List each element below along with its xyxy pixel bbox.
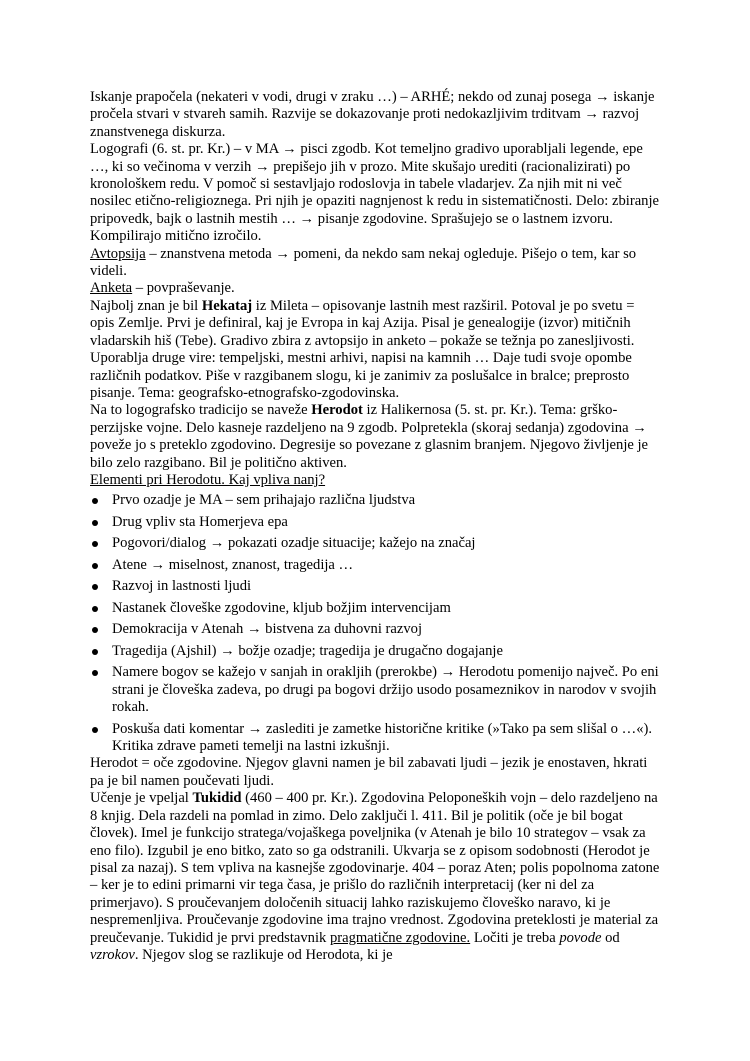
list-item: [90, 600, 662, 617]
list-item-text: Poskuša dati komentar → zaslediti je zametke historične kritike (»Tako pa sem slišal o …«). Kritika zdrave pameti temelji na lastni izkušnji.: [112, 720, 653, 755]
bullet-icon: [92, 541, 98, 547]
paragraph-logografi: Logografi (6. st. pr. Kr.) – v MA → pisci zgodb. Kot temeljno gradivo uporabljali legende, epe …, ki so večinoma v verzih → prepišejo jih v prozo. Mite skušajo urediti (racionalizirati) po kronološkem redu. V pomoč si sestavljajo rodoslovja in tabele vladarjev. Za njih mit ni več nosilec etično-religioznega. Pri njih je opaziti nagnjenost k redu in sistematičnosti. Delo: zbiranje pripovedk, bajk o lastnih mestih … → pisanje zgodovine. Sprašujejo se o lastnem izvoru. Kompilirajo mitično izročilo.: [90, 141, 659, 245]
list-item-text: Atene → miselnost, znanost, tragedija …: [112, 556, 354, 573]
list-item: [90, 621, 662, 638]
list-item-text: Razvoj in lastnosti ljudi: [112, 578, 252, 595]
text-run: Učenje je vpeljal: [90, 790, 193, 807]
list-item-text: Drug vpliv sta Homerjeva epa: [112, 513, 288, 530]
term-anketa: Anketa: [90, 280, 133, 297]
list-item: [90, 721, 662, 756]
definition-avtopsija: – znanstvena metoda → pomeni, da nekdo sam nekaj ogleduje. Pišejo o tem, kar so videli.: [90, 245, 637, 280]
text-run: iz Mileta – opisovanje lastnih mest razširil. Potoval je po svetu = opis Zemlje. Prvi je definiral, kaj je Evropa in kaj Azija. Pisal je genealogije (izvor) mitičnih vladarskih hiš (Tebe). Gradivo zbira z avtopsijo in anketo – pokaže se težnja po zanesljivosti. Uporablja druge vire: tempeljski, mestni arhivi, napisi na kamnih … Daje tudi svoje opombe različnih podatkov. Piše v razgibanem slogu, ki je zanimiv za poslušalce in bralce; preprosto pisanje. Tema: geografsko-etnografsko-zgodovinska.: [90, 297, 635, 401]
herodot-elements-list: [90, 492, 662, 755]
list-item: [90, 643, 662, 660]
term-pragmaticne-zgodovine: pragmatične zgodovine.: [329, 929, 471, 946]
list-item-text: Namere bogov se kažejo v sanjah in orakljih (prerokbe) → Herodotu pomenijo največ. Po eni strani je človeška zadeva, po drugi pa bogovi držijo usodo posameznikov in narodov v svojih rokah.: [112, 664, 659, 716]
term-povode: povode: [559, 929, 602, 946]
list-item: [90, 535, 662, 552]
document-page: [90, 89, 662, 964]
term-avtopsija: Avtopsija: [90, 245, 146, 262]
text-run: . Njegov slog se razlikuje od Herodota, ki je: [134, 946, 393, 963]
bullet-icon: [92, 627, 98, 633]
bullet-icon: [92, 563, 98, 569]
text-run: iz Halikernosa (5. st. pr. Kr.). Tema: grško-perzijske vojne. Delo kasneje razdeljeno na 9 zgodb. Polpretekla (skoraj sedanja) zgodovina → poveže jo s preteklo zgodovino. Degresije so povezane z glasnim branjem. Njegovo življenje je bilo zelo razgibano. Bil je politično aktiven.: [90, 402, 649, 471]
text-run: od: [601, 929, 620, 946]
definition-anketa: – povpraševanje.: [132, 280, 235, 297]
list-item-text: Demokracija v Atenah → bistvena za duhovni razvoj: [112, 621, 423, 638]
list-item-text: Pogovori/dialog → pokazati ozadje situacije; kažejo na značaj: [112, 535, 476, 552]
paragraph-oce-zgodovine: Herodot = oče zgodovine. Njegov glavni namen je bil zabavati ljudi – jezik je enostaven, hkrati pa je bil namen poučevati ljudi.: [90, 755, 648, 789]
bullet-icon: [92, 498, 98, 504]
term-vzrokov: vzrokov: [90, 946, 135, 963]
text-run: Najbolj znan je bil: [90, 297, 202, 314]
list-item: [90, 664, 662, 716]
bullet-icon: [92, 606, 98, 612]
paragraph-arhe: Iskanje prapočela (nekateri v vodi, drugi v zraku …) – ARHÉ; nekdo od zunaj posega → iskanje pročela stvari v stvareh samih. Razvije se dokazovanje proti nedokazljivim trditvam → razvoj znanstvenega diskurza.: [90, 89, 655, 140]
bullet-icon: [92, 584, 98, 590]
list-item: [90, 557, 662, 574]
list-item-text: Tragedija (Ajshil) → božje ozadje; tragedija je drugačno dogajanje: [112, 642, 503, 659]
bullet-icon: [92, 520, 98, 526]
bullet-icon: [92, 670, 98, 676]
bullet-icon: [92, 649, 98, 655]
paragraph-tukidid: [90, 790, 662, 964]
paragraph-anketa: [90, 280, 662, 297]
paragraph-avtopsija: [90, 246, 662, 281]
paragraph-herodot: [90, 402, 662, 472]
name-hekataj: Hekataj: [201, 297, 253, 314]
text-run: Na to logografsko tradicijo se naveže: [90, 402, 312, 419]
list-item: [90, 492, 662, 509]
text-run: (460 – 400 pr. Kr.). Zgodovina Peloponeških vojn – delo razdeljeno na 8 knjig. Dela razdeli na pomlad in zimo. Delo zaključi l. 411. Bil je politik (oče je bil bogat človek). Imel je funkcijo stratega/vojaškega poveljnika (v Atenah je bilo 10 strategov – vsak za eno filo). Izgubil je eno bitko, zato so ga odstranili. Ukvarja se z opisom sodobnosti (Herodot je pisal za nazaj). S tem vpliva na kasnejše zgodovinarje. 404 – poraz Aten; polis popolnoma zatone – ker je to edini primarni vir tega časa, je prišlo do različnih interpretacij (ker ni del za primerjavo). S proučevanjem določenih situacij lahko raziskujemo človeško naravo, ki je nespremenljiva. Proučevanje zgodovine ima trajno vrednost. Zgodovina preteklosti je material za preučevanje. Tukidid je prvi predstavnik: [90, 790, 660, 946]
list-item: [90, 578, 662, 595]
paragraph-hekataj: [90, 298, 662, 402]
list-item: [90, 514, 662, 531]
name-tukidid: Tukidid: [192, 790, 242, 807]
list-item-text: Nastanek človeške zgodovine, kljub božjim intervencijam: [112, 599, 451, 616]
name-herodot: Herodot: [311, 402, 363, 419]
bullet-icon: [92, 727, 98, 733]
text-run: Ločiti je treba: [470, 929, 560, 946]
list-heading: Elementi pri Herodotu. Kaj vpliva nanj?: [90, 471, 326, 488]
list-item-text: Prvo ozadje je MA – sem prihajajo različna ljudstva: [112, 492, 416, 509]
